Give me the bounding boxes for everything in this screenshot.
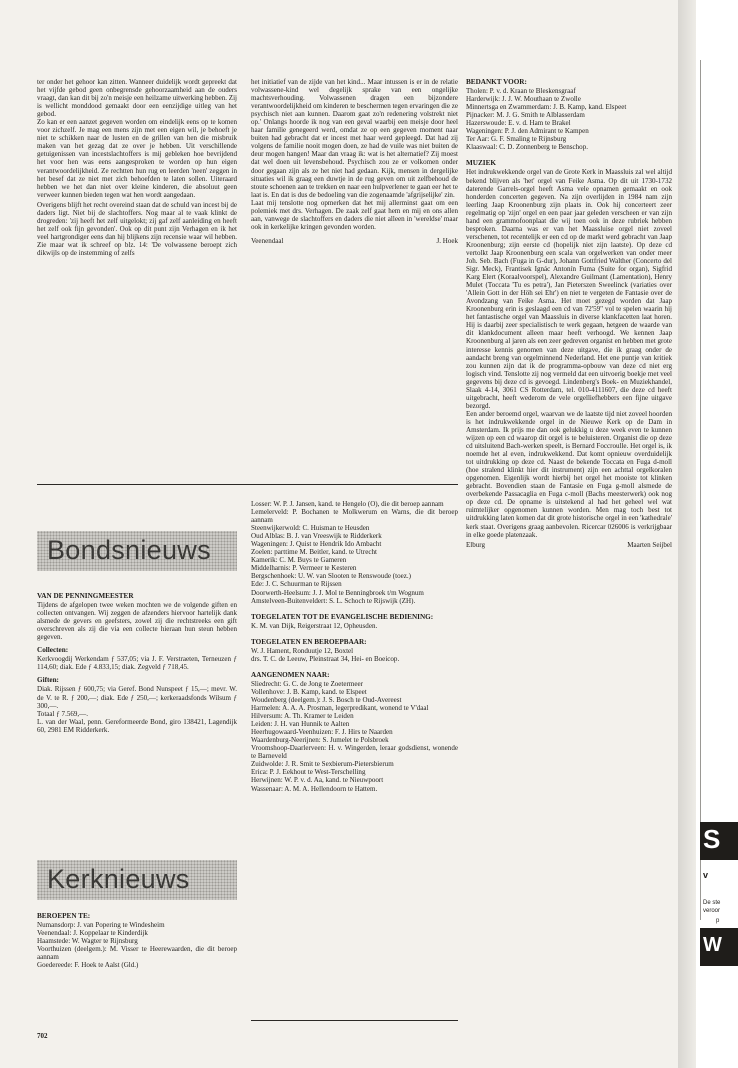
penningmeester-heading: VAN DE PENNINGMEESTER — [37, 592, 134, 600]
list-item: Zuidwolde: J. R. Smit te Sexbierum-Pietersbierum — [251, 760, 394, 769]
list-item: Leiden: J. H. van Hunnik te Aalten — [251, 720, 350, 729]
beroepen-heading: BEROEPEN TE: — [37, 912, 91, 920]
list-item: Hazerswoude: E. v. d. Ham te Brakel — [466, 119, 571, 128]
list-item: Hilversum: A. Th. Kramer te Leiden — [251, 712, 354, 721]
toegelaten-beroepbaar-heading: TOEGELATEN EN BEROEPBAAR: — [251, 637, 367, 646]
list-item: Ter Aar: G. F. Smaling te Rijnsburg — [466, 135, 567, 144]
muziek-author: Maarten Seijbel — [627, 540, 672, 549]
facing-page-fragment: S — [703, 824, 721, 854]
list-item: K. M. van Dijk, Reigerstraat 12, Opheusden. — [251, 621, 378, 630]
list-item: Heerhugowaard-Veenhuizen: F. J. Hirs te Naarden — [251, 728, 393, 737]
penningmeester-signature: L. van der Waal, penn. Gereformeerde Bond, giro 138421, Lagendijk 60, 2981 EM Ridderkerk. — [37, 717, 237, 734]
list-item: Veenendaal: J. Koppelaar te Kinderdijk — [37, 929, 148, 938]
list-item: Harderwijk: J. J. W. Mouthaan te Zwolle — [466, 95, 581, 104]
muziek-heading: MUZIEK — [466, 159, 496, 168]
kerknieuws-banner — [37, 860, 237, 900]
bondsnieuws-title: Bondsnieuws — [47, 535, 211, 565]
list-item: Amstelveen-Buitenveldert: S. L. Schoch te Rijswijk (ZH). — [251, 596, 416, 605]
list-item: Voorthuizen (deelgem.): M. Visser te Heerewaarden, die dit beroep aannam — [37, 945, 237, 962]
section-divider — [37, 484, 458, 485]
facing-page-fragment: W — [703, 934, 722, 956]
list-item: Doorwerth-Heelsum: J. J. Mol te Benningbroek t/m Wognum — [251, 588, 424, 597]
list-item: drs. T. C. de Leeuw, Pleinstraat 34, Hei- en Boeicop. — [251, 654, 400, 663]
list-item: Kamerik: C. M. Buys te Gameren — [251, 556, 347, 565]
aangenomen-heading: AANGENOMEN NAAR: — [251, 670, 330, 679]
article-author: J. Hoek — [436, 236, 458, 245]
muziek-place: Elburg — [466, 540, 486, 549]
list-item: Erica: P. J. Eekhout te West-Terschelling — [251, 768, 366, 777]
article-paragraph: Overigens blijft het recht overeind staan dat de schuld van incest bij de daders ligt. Niet bij de slachtoffers. Nog maar al te vaak klinkt de drogreden: 'zij heeft het zelf uitgelokt; zij gaf zelf aanleiding en heeft het zelf ook fijn gevonden'. Ook op dit punt zijn Verhagen en ik het veel hartgrondiger eens dan hij blijkens zijn recensie waar wil hebben. Zie maar wat ik schreef op blz. 14: 'De volwassene beroept zich dikwijls op de instemming of zelfs — [37, 200, 237, 257]
column-3 — [466, 78, 672, 549]
article-column-2 — [251, 78, 458, 245]
list-item: Klaaswaal: C. D. Zonnenberg te Benschop. — [466, 143, 588, 152]
collecten-text: Kerkvoogdij Werkendam ƒ 537,05; via J. F. Verstraeten, Terneuzen ƒ 114,60; diak. Ede ƒ 4.833,15; diak. Zegveld ƒ 718,45. — [37, 655, 237, 672]
giften-heading: Giften: — [37, 676, 59, 685]
article-signature — [251, 237, 458, 245]
list-item: Wassenaar: A. M. A. Hellendoorn te Hattem. — [251, 784, 378, 793]
list-item: Waardenburg-Neerijnen: S. Jumelet te Polsbroek — [251, 736, 389, 745]
article-paragraph: het initiatief van de zijde van het kind... Maar intussen is er in de relatie volwassene-kind wel degelijk sprake van een ongelijke machtsverhouding. Volwassenen dragen een bijzondere verantwoordelijkheid om kinderen te beschermen tegen ervaringen die ze psychisch niet aan kunnen. Daarom gaat zo'n redenering volstrekt niet op.' Onlangs hoorde ik nog van een geval waarbij een meisje door heel haar familie genegeerd werd, omdat ze op een gegeven moment naar buiten had gebracht dat er incest met haar werd gepleegd. Dat had zij volgens de familie nooit mogen doen, ze had de vuile was niet buiten de deur mogen hangen! Maar dan vraag ik: wat is het alternatief? Zij moest dat wel doen uit levensbehoud. Psychisch zou ze er volkomen onder door gegaan zijn als ze het niet had gedaan. Kijk, mensen in dergelijke situaties wil ik graag een duwtje in de rug geven om uit zelfbehoud de stoute schoenen aan te trekken en naar een hulpverlener te gaan eer het te laat is. En dat is dus de bedoeling van die zogenaamde 'afgrijselijke' zin. — [251, 78, 459, 199]
list-item: Minnertsga en Zwammerdam: J. B. Kamp, kand. Elspeet — [466, 103, 627, 112]
collecten-heading: Collecten: — [37, 646, 69, 655]
page-number: 702 — [37, 1032, 48, 1040]
penningmeester-text: Tijdens de afgelopen twee weken mochten we de volgende giften en collecten ontvangen. Wij zeggen de afzenders hiervoor hartelijk dank alsmede de gevers en geefsters, zowel zij die rechtstreeks een gift overschreven als zij die via een collecte hieraan hun steun hebben gegeven. — [37, 601, 237, 642]
facing-page-fragment: p — [716, 918, 720, 924]
article-column-1 — [37, 78, 237, 259]
list-item: Ede: J. C. Schuurman te Rijssen — [251, 580, 342, 589]
list-item: Haamstede: W. Wagter te Rijnsburg — [37, 937, 138, 946]
article-place: Veenendaal — [251, 236, 284, 245]
list-item: W. J. Hament, Ronduutje 12, Boxtel — [251, 646, 354, 655]
list-item: Vroomshoop-Daarlerveen: H. v. Wingerden, leraar godsdienst, wonende te Barneveld — [251, 744, 458, 761]
list-item: Zoelen: parttime M. Beitler, kand. te Utrecht — [251, 548, 377, 557]
list-item: Pijnacker: M. J. G. Smith te Alblasserdam — [466, 111, 585, 120]
list-item: Numansdorp: J. van Popering te Windesheim — [37, 921, 165, 930]
list-item: Wageningen: J. Quist te Hendrik Ido Ambacht — [251, 540, 382, 549]
column-end-rule — [251, 1020, 458, 1021]
beroepen-section — [37, 912, 237, 969]
muziek-paragraph: Het indrukwekkende orgel van de Grote Kerk in Maassluis zal wel altijd bekend blijven als 'het' orgel van Feike Asma. Op dit uit 1730-1732 daterende Garrels-orgel heeft Asma vele opnamen gemaakt en ook honderden concerten gegeven. Na zijn overlijden in 1984 nam zijn leerling Jaap Kroonenburg zijn plaats in. Ook hij concerteert zeer regelmatig op 'zijn' orgel en een paar jaar geleden verscheen er van zijn hand een grammofoonplaat die wij toen ook in deze rubriek hebben besproken. Daarna was er van het Maassluise orgel niet zoveel verschenen, tot recentelijk er een cd op de markt werd gebracht van Jaap Kroonenburg; zijn eerste cd (hopelijk niet zijn laatste). Op deze cd vertolkt Jaap Kroonenburg een scala van orgelwerken van onder meer Joh. Seb. Bach (Fuga in G-dur), Johann Gottfried Walther (Concerto del Sigr. Meck), Frantisek Ignác Antonín Fuma (Suite for organ), Sigfrid Karg Elert (Koraalvoorspel), Alexandre Guilmant (Lamentation), Henry Mulet (Toccata 'Tu es petra'), Jan Pieterszen Sweelinck (variaties over 'Allein Gott in der Höh sei Ehr') en niet te vergeten de Fantasie over de Avondzang van Feike Asma. Het moet gezegd worden dat Jaap Kroonenburg erin is geslaagd een cd van 72'59" vol te spelen waarin hij het fantastische orgel van Maassluis in diverse klankfacetten laat horen. Hij is daarbij zeer specialistisch te werk gegaan, hetgeen de waarde van dit klankdocument alleen maar heeft verhoogd. We kennen Jaap Kroonenburg al jaren als een zeer gedreven organist en hebben met grote interesse kennis genomen van deze uitgave, die ik graag onder de aandacht breng van orgelminnend Nederland. Het ene puntje van kritiek zou kunnen zijn dat ik de programma-opbouw van deze cd niet erg logisch vind. Tenslotte zij nog vermeld dat een uitvoerig boekje met veel gegevens bij deze cd is gevoegd. Lindenberg's Boek- en Muziekhandel, Slaak 4-14, 3061 CS Rotterdam, tel. 010-4111607, die deze cd heeft uitgebracht, heeft wederom de vele orgelliefhebbers een fijne uitgave bezorgd. — [466, 168, 672, 410]
toegelaten-bediening-heading: TOEGELATEN TOT DE EVANGELISCHE BEDIENING: — [251, 612, 434, 621]
list-item: Woudenberg (deelgem.): J. S. Bosch te Oud-Avereest — [251, 695, 402, 704]
bedankt-heading: BEDANKT VOOR: — [466, 78, 527, 86]
article-paragraph: ter onder het gehoor kan zitten. Wanneer duidelijk wordt gepreekt dat het vijfde gebod geen onbegrensde gehoorzaamheid aan de ouders vraagt, dan kan dit bij zo'n meisje een heilzame uitwerking hebben. Zij is wellicht monddood gemaakt door een eenzijdige uitleg van het gebod. — [37, 78, 237, 119]
list-item: Wageningen: P. J. den Admirant te Kampen — [466, 127, 589, 136]
list-item: Goedereede: F. Hoek te Aalst (Gld.) — [37, 961, 139, 970]
article-paragraph: Zo kan er een aanzet gegeven worden om eindelijk eens op te komen voor zichzelf. Je mag een mens zijn met een eigen wil, je behoeft je niet te schikken naar de lusten en de grillen van hen die misbruik maken van het gezag dat ze over je hebben. Uit verschillende getuigenissen van incestslachtoffers is mij gebleken hoe bevrijdend het voor hen was eens aangesproken te worden op hun eigen verantwoordelijkheid. Ze rechtten hun rug en leerden 'neen' zeggen in het besef dat ze niet met zich behoefden te laten sollen. Uiteraard hebben we het dan niet over kleine kinderen, die absoluut geen verweer kunnen bieden tegen wat hen wordt aangedaan. — [37, 118, 237, 199]
list-item: Oud Alblas: B. J. van Vreeswijk te Ridderkerk — [251, 532, 382, 541]
facing-page-fragment: De ste — [703, 900, 721, 906]
article-paragraph: Laat mij tenslotte nog opmerken dat het mij allerminst gaat om een polemiek met drs. Verhagen. De zaak zelf gaat hem en mij en ons allen aan, vanwege de slachtoffers en daders die niet alleen in 'wereldse' maar ook in kerkelijke kringen gevonden worden. — [251, 198, 458, 231]
facing-page-fragment: veroor — [703, 908, 721, 914]
list-item: Bergschenhoek: U. W. van Slooten te Renswoude (toez.) — [251, 572, 411, 581]
page-gutter — [678, 0, 696, 1068]
list-item: Vollenhove: J. B. Kamp, kand. te Elspeet — [251, 687, 367, 696]
list-item: Herwijnen: W. P. v. d. Aa, kand. te Nieuwpoort — [251, 776, 384, 785]
list-item: Lemelerveld: P. Bochanen te Molkwerum en Warns, die dit beroep aannam — [251, 508, 458, 525]
totaal-text: Totaal ƒ 7.569,—. — [37, 709, 88, 718]
kerknieuws-column-2 — [251, 500, 458, 793]
bondsnieuws-column — [37, 592, 237, 734]
list-item: Harmelen: A. A. A. Prosman, legerpredikant, wonend te V'daal — [251, 704, 429, 713]
muziek-paragraph: Een ander beroemd orgel, waarvan we de laatste tijd niet zoveel hoorden is het indrukwekkende orgel in de Nieuwe Kerk op de Dam in Amsterdam. Ik prijs me dan ook gelukkig u deze week even te kunnen wijzen op een cd waarop dit orgel is te beluisteren. Organist die op deze cd uitsluitend Bach-werken speelt, is Bernard Foccroulle. Het orgel is, ik noemde het al even, indrukwekkend. Dat komt opnieuw overduidelijk tot uitdrukking op deze cd. Naast de bekende Toccata en Fuga d-moll (hoe stralend klinkt hier dit instrument) zijn een achttal orgelkoralen opgenomen. Eigenlijk wordt hierbij het orgel het mooiste tot klinken gebracht. Bovendien staan de Fantasie en Fuga g-moll alsmede de overbekende Passacaglia en Fuga c-moll (Bachs meesterwerk) ook nog op deze cd. De opname is uitstekend al had het geheel wel wat ruimtelijker opgenomen kunnen worden. Men mag toch best tot uitdrukking laten komen dat dit grote historische orgel in een 'kathedrale' kerk staat. Overigens graag aanbevolen. Ricercar 026006 is verkrijgbaar in elke goede platenzaak. — [466, 409, 672, 539]
list-item: Middelharnis: P. Vermeer te Kesteren — [251, 564, 357, 573]
facing-page-fragment: v — [703, 870, 709, 880]
kerknieuws-title: Kerknieuws — [47, 864, 190, 894]
muziek-signature — [466, 541, 672, 549]
bondsnieuws-banner — [37, 531, 237, 571]
list-item: Steenwijkerwold: C. Huisman te Heusden — [251, 524, 370, 533]
list-item: Tholen: P. v. d. Kraan te Bleskensgraaf — [466, 87, 576, 96]
giften-text: Diak. Rijssen ƒ 600,75; via Geref. Bond Nunspeet ƒ 15,—; mevr. W. de V. te R. ƒ 200,—; diak. Ede ƒ 250,—; kerkeraadsfonds Wilsum ƒ 300,—. — [37, 685, 237, 710]
list-item: Losser: W. P. J. Jansen, kand. te Hengelo (O), die dit beroep aannam — [251, 500, 444, 508]
facing-page-rule — [700, 60, 701, 920]
list-item: Sliedrecht: G. C. de Jong te Zoetermeer — [251, 679, 363, 688]
